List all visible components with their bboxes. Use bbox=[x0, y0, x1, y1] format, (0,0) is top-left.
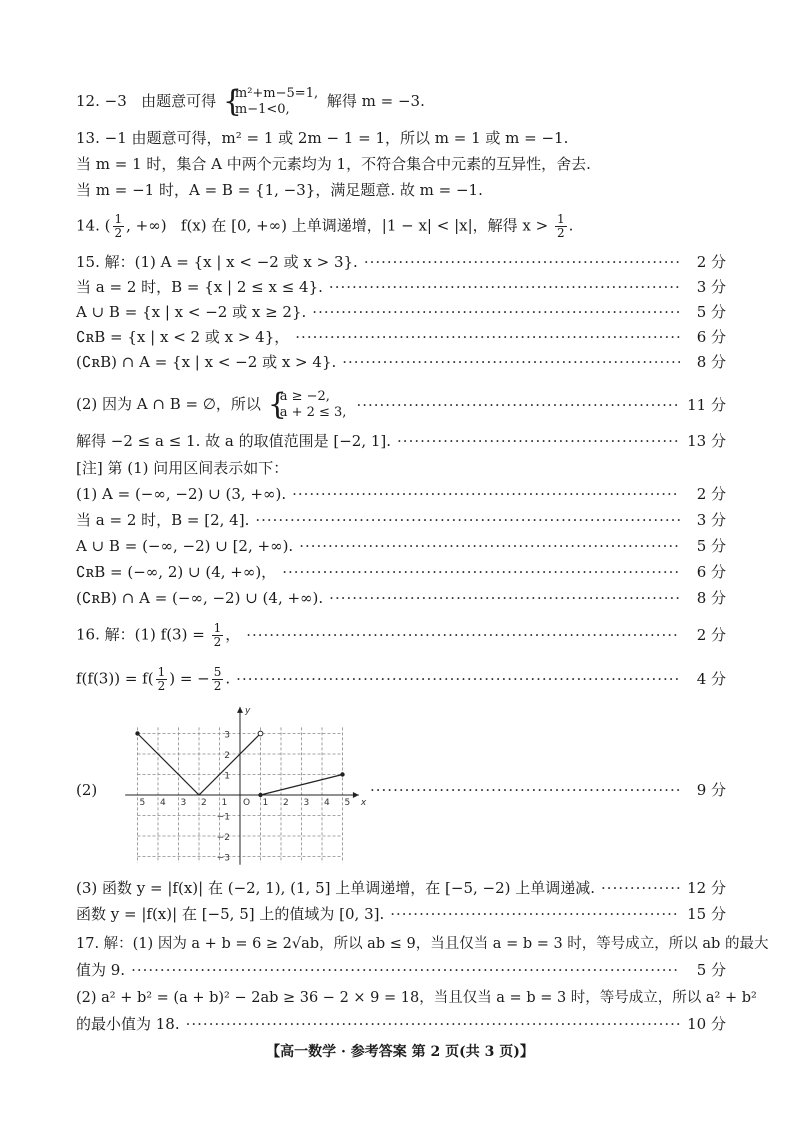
q15-eq1: { a ≥ −2, bbox=[279, 389, 330, 404]
score-label: 2 分 bbox=[696, 253, 726, 271]
q15-row-5-text: (∁ʀB) ∩ A = {x | x < −2 或 x > 4}. bbox=[76, 353, 337, 371]
q15-row-3 bbox=[76, 301, 726, 323]
q16-frac-2 bbox=[156, 666, 168, 693]
leader-dots bbox=[329, 587, 680, 609]
q16-line2 bbox=[76, 664, 726, 694]
score-label: 13 分 bbox=[687, 432, 726, 450]
q14-number: 14. bbox=[76, 216, 100, 235]
leader-dots bbox=[186, 1013, 680, 1035]
origin-label: O bbox=[243, 798, 251, 808]
q14-frac-num: 1 bbox=[114, 212, 123, 226]
q16-frac-3 bbox=[212, 666, 224, 693]
y-tick-label: −2 bbox=[216, 833, 230, 843]
score-label: 8 分 bbox=[696, 589, 726, 607]
q16-line4-text: 函数 y = |f(x)| 在 [−5, 5] 上的值域为 [0, 3]. bbox=[76, 905, 385, 923]
q13-line2: 当 m = 1 时，集合 A 中两个元素均为 1，不符合集合中元素的互异性，舍去. bbox=[76, 155, 591, 173]
x-tick-label: 4 bbox=[160, 798, 166, 808]
leader-dots bbox=[390, 903, 680, 925]
score-label: 2 分 bbox=[696, 626, 726, 644]
q14-fraction-2 bbox=[555, 213, 567, 240]
q14-interval-open: ( bbox=[104, 216, 111, 235]
score-label: 5 分 bbox=[696, 303, 726, 321]
leader-dots bbox=[601, 877, 680, 899]
leader-dots bbox=[370, 779, 680, 801]
page-footer: 【高一数学 · 参考答案 第 2 页(共 3 页)】 bbox=[266, 1044, 534, 1060]
q16-line1-tail: ， bbox=[225, 625, 241, 643]
x-axis-arrow bbox=[353, 792, 359, 798]
q15-row-1 bbox=[76, 251, 726, 273]
note-row-2 bbox=[76, 509, 726, 531]
leader-dots bbox=[342, 351, 680, 373]
y-axis-arrow bbox=[237, 707, 243, 713]
q17-line4 bbox=[76, 1013, 726, 1035]
q16-frac2-num: 1 bbox=[157, 664, 166, 679]
q14-interval-rest: , +∞) bbox=[126, 216, 167, 235]
graph-endpoint-closed bbox=[135, 731, 139, 735]
note-row-4-text: ∁ʀB = (−∞, 2) ∪ (4, +∞)， bbox=[76, 563, 277, 581]
graph-endpoint-open bbox=[258, 731, 263, 736]
function-graph bbox=[118, 703, 368, 865]
graph-svg bbox=[118, 703, 368, 865]
q12-lead: 由题意可得 bbox=[141, 92, 217, 110]
x-tick-label: 5 bbox=[344, 798, 351, 808]
q16-line2-lead: f(f(3)) = f( bbox=[76, 669, 154, 687]
x-tick-label: 1 bbox=[221, 798, 228, 808]
y-tick-label: 1 bbox=[224, 771, 230, 782]
q16-line2-tail: . bbox=[225, 669, 231, 687]
q17-line2 bbox=[76, 959, 726, 981]
q17-line1: 17. 解：(1) 因为 a + b = 6 ≥ 2√ab，所以 ab ≤ 9，当且仅当 a = b = 3 时，等号成立，所以 ab 的最大 bbox=[76, 936, 769, 952]
note-row-1-text: (1) A = (−∞, −2) ∪ (3, +∞). bbox=[76, 485, 287, 503]
y-tick-label: −3 bbox=[216, 853, 230, 864]
score-label: 3 分 bbox=[696, 511, 726, 529]
q16-frac3-num: 5 bbox=[213, 664, 222, 679]
q12-tail: 解得 m = −3. bbox=[326, 92, 425, 110]
graph-labels bbox=[140, 706, 367, 864]
q16-line2-mid: ) = − bbox=[169, 669, 210, 687]
score-label: 9 分 bbox=[696, 781, 726, 799]
score-label: 4 分 bbox=[696, 670, 726, 688]
score-label: 3 分 bbox=[696, 278, 726, 296]
q16-graph-label: (2) bbox=[76, 781, 98, 799]
q16-line1-lead: 16. 解：(1) f(3) = bbox=[76, 625, 205, 643]
graph-endpoint-closed bbox=[258, 793, 262, 797]
note-row-5 bbox=[76, 587, 726, 609]
q12-eq1: { m²+m−5=1, bbox=[234, 86, 319, 101]
score-label: 6 分 bbox=[696, 563, 726, 581]
q16-frac-den: 2 bbox=[213, 634, 222, 649]
q16-frac-num: 1 bbox=[213, 620, 222, 635]
score-label: 15 分 bbox=[687, 905, 726, 923]
q16-line1-text bbox=[76, 622, 240, 649]
x-tick-label: 2 bbox=[283, 798, 289, 808]
note-row-5-text: (∁ʀB) ∩ A = (−∞, −2) ∪ (4, +∞). bbox=[76, 589, 324, 607]
q15-row-1-text: 15. 解：(1) A = {x | x < −2 或 x > 3}. bbox=[76, 253, 358, 271]
q15-row-4-text: ∁ʀB = {x | x < 2 或 x > 4}， bbox=[76, 328, 290, 346]
q14-frac2-den: 2 bbox=[557, 226, 565, 240]
q15-row-2 bbox=[76, 276, 726, 298]
q13-line3: 当 m = −1 时，A = B = {1, −3}，满足题意. 故 m = −1. bbox=[76, 181, 483, 199]
x-tick-label: 4 bbox=[324, 798, 330, 808]
q14-text: f(x) 在 [0, +∞) 上单调递增，|1 − x| < |x|，解得 x > bbox=[180, 216, 549, 235]
note-row-1 bbox=[76, 483, 726, 505]
score-label: 12 分 bbox=[687, 879, 726, 897]
score-label: 6 分 bbox=[696, 328, 726, 346]
x-tick-label: 3 bbox=[180, 798, 187, 808]
q16-line3-text: (3) 函数 y = |f(x)| 在 (−2, 1), (1, 5] 上单调递增，在 [−5, −2) 上单调递减. bbox=[76, 879, 596, 897]
leader-dots bbox=[364, 251, 680, 273]
q14-fraction bbox=[113, 213, 125, 240]
q14-frac-den: 2 bbox=[114, 226, 123, 240]
q16-line2-text bbox=[76, 666, 230, 693]
y-tick-label: 3 bbox=[224, 730, 230, 741]
q15-part2-text bbox=[76, 389, 350, 421]
score-label: 5 分 bbox=[696, 537, 726, 555]
q15-part2-result bbox=[76, 430, 726, 452]
q16-line4 bbox=[76, 903, 726, 925]
q15-row-4 bbox=[76, 326, 726, 348]
leader-dots bbox=[312, 301, 680, 323]
q16-frac2-den: 2 bbox=[157, 678, 166, 693]
q12-answer: −3 bbox=[104, 92, 127, 110]
x-tick-label: 2 bbox=[201, 798, 207, 808]
q12-eq2: m−1<0, bbox=[234, 102, 290, 117]
q17-line2-text: 值为 9. bbox=[76, 961, 126, 979]
q16-graph-score-row bbox=[370, 779, 726, 801]
y-axis-label: y bbox=[245, 705, 251, 716]
q15-part2-result-text: 解得 −2 ≤ a ≤ 1. 故 a 的取值范围是 [−2, 1]. bbox=[76, 432, 392, 450]
q17-line3: (2) a² + b² = (a + b)² − 2ab ≥ 36 − 2 × 9 = 18，当且仅当 a = b = 3 时，等号成立，所以 a² + b² bbox=[76, 990, 757, 1006]
leader-dots bbox=[255, 509, 680, 531]
note-row-3-text: A ∪ B = (−∞, −2) ∪ [2, +∞). bbox=[76, 537, 294, 555]
leader-dots bbox=[356, 394, 680, 416]
q16-frac3-den: 2 bbox=[213, 678, 222, 693]
x-tick-label: 1 bbox=[262, 798, 269, 808]
leader-dots bbox=[329, 276, 680, 298]
graph-axes bbox=[125, 707, 359, 865]
leader-dots bbox=[295, 326, 680, 348]
leader-dots bbox=[131, 959, 680, 981]
q15-part2-lead: (2) 因为 A ∩ B = ∅，所以 bbox=[76, 395, 261, 413]
leader-dots bbox=[397, 430, 680, 452]
q15-row-2-text: 当 a = 2 时，B = {x | 2 ≤ x ≤ 4}. bbox=[76, 278, 323, 296]
q16-frac bbox=[212, 622, 224, 649]
y-tick-label: −1 bbox=[216, 812, 230, 823]
y-tick-label: 2 bbox=[224, 751, 230, 761]
score-label: 8 分 bbox=[696, 353, 726, 371]
q15-row-3-text: A ∪ B = {x | x < −2 或 x ≥ 2}. bbox=[76, 303, 307, 321]
q14-end: . bbox=[568, 216, 574, 235]
q16-line3 bbox=[76, 877, 726, 899]
q13-line1: 13. −1 由题意可得，m² = 1 或 2m − 1 = 1，所以 m = 1 或 m = −1. bbox=[76, 129, 569, 147]
q14-line bbox=[76, 213, 573, 240]
q15-row-5 bbox=[76, 351, 726, 373]
x-axis-label: x bbox=[360, 798, 367, 808]
leader-dots bbox=[282, 561, 680, 583]
x-tick-label: 3 bbox=[303, 798, 310, 808]
note-row-2-text: 当 a = 2 时，B = [2, 4]. bbox=[76, 511, 250, 529]
score-label: 5 分 bbox=[696, 961, 726, 979]
q17-line4-text: 的最小值为 18. bbox=[76, 1015, 180, 1033]
q12-number: 12. bbox=[76, 92, 100, 110]
note-row-4 bbox=[76, 561, 726, 583]
x-tick-label: 5 bbox=[139, 798, 146, 808]
q12-line bbox=[76, 86, 425, 118]
leader-dots bbox=[246, 624, 680, 646]
q15-eq2: a + 2 ≤ 3, bbox=[279, 405, 347, 420]
q12-system bbox=[225, 86, 318, 118]
note-row-3 bbox=[76, 535, 726, 557]
score-label: 2 分 bbox=[696, 485, 726, 503]
leader-dots bbox=[292, 483, 680, 505]
q15-part2 bbox=[76, 385, 726, 425]
q15-system bbox=[270, 389, 347, 421]
score-label: 11 分 bbox=[687, 396, 726, 414]
q16-line1 bbox=[76, 620, 726, 650]
q15-note: [注] 第 (1) 问用区间表示如下： bbox=[76, 459, 289, 477]
q14-frac2-num: 1 bbox=[557, 212, 565, 226]
score-label: 10 分 bbox=[687, 1015, 726, 1033]
leader-dots bbox=[236, 668, 680, 690]
leader-dots bbox=[299, 535, 680, 557]
graph-endpoint-closed bbox=[340, 772, 344, 776]
